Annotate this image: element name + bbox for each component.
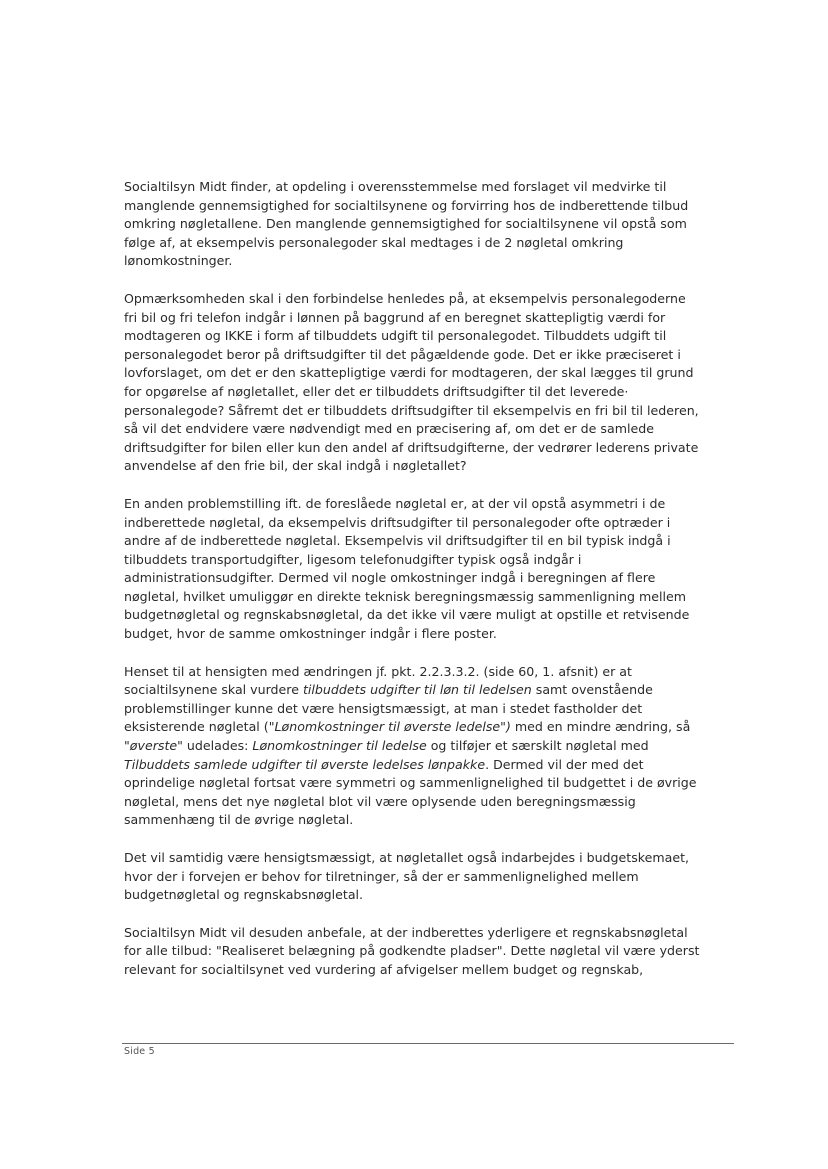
paragraph-5 [124,849,744,905]
text-line: nøgletal, hvilket umuliggør en direkte teknisk beregningsmæssig sammenligning mellem [124,588,687,604]
text-line: hvor der i forvejen er behov for tilretninger, så der er sammenlignelighed mellem [124,868,639,884]
text-line [124,793,744,812]
text-line: modtageren og IKKE i form af tilbuddets udgift til personalegodet. Tilbuddets udgift til [124,328,667,344]
text-line [124,756,744,775]
text-line: lovforslaget, om det er den skattepligtige værdi for modtageren, der skal lægges til grund [124,365,694,381]
italic-run: "Lønomkostninger til øverste ledelse") [268,719,511,735]
text-run: oprindelige nøgletal fortsat være symmetri og sammenlignelighed til budgettet i de øvrige [124,775,697,791]
paragraph-1 [124,178,744,271]
text-line: omkring nøgletallene. Den manglende gennemsigtighed for socialtilsynene vil opstå som [124,216,687,232]
text-line: lønomkostninger. [124,253,233,269]
text-line: personalegodet beror på driftsudgifter til det pågældende gode. Det er ikke præciseret i [124,346,681,362]
text-line: fri bil og fri telefon indgår i lønnen på baggrund af en beregnet skattepligtig værdi for [124,309,666,325]
paragraph-6 [124,924,744,980]
text-line [124,681,744,700]
text-run: nøgletal, mens det nye nøgletal blot vil være oplysende uden beregningsmæssig [124,793,636,809]
text-line: administrationsudgifter. Dermed vil nogle omkostninger indgå i beregningen af flere [124,570,656,586]
text-run: eksisterende nøgletal ( [124,719,269,735]
text-line: anvendelse af den frie bil, der skal indgå i nøgletallet? [124,458,467,474]
text-line: relevant for socialtilsynet ved vurdering af afvigelser mellem budget og regnskab, [124,961,644,977]
paragraph-4 [124,663,744,830]
text-run: og tilføjer et særskilt nøgletal med [426,738,649,754]
italic-run: Lønomkostninger til ledelse [252,738,427,754]
text-line: budgetnøgletal og regnskabsnøgletal. [124,887,364,903]
text-line [124,774,744,793]
paragraph-2 [124,290,744,476]
text-line [124,811,744,830]
italic-run: Tilbuddets samlede udgifter til øverste ledelses lønpakke [124,756,486,772]
text-line: Socialtilsyn Midt finder, at opdeling i overensstemmelse med forslaget vil medvirke til [124,179,667,194]
document-body [124,178,744,999]
footer-divider [122,1043,734,1044]
page-number: Side 5 [124,1046,155,1057]
text-line: budgetnøgletal og regnskabsnøgletal, da det ikke vil være muligt at opstille et retvisende [124,607,690,623]
text-run: med en mindre ændring, så [510,719,691,735]
italic-run: tilbuddets udgifter til løn til ledelsen [302,682,532,698]
paragraph-3 [124,495,744,644]
text-line: for opgørelse af nøgletallet, eller det er tilbuddets driftsudgifter til det leverede· [124,383,629,399]
text-line: for alle tilbud: "Realiseret belægning på godkendte pladser". Dette nøgletal vil være yderst [124,943,700,959]
text-line: Socialtilsyn Midt vil desuden anbefale, at der indberettes yderligere et regnskabsnøgletal [124,924,688,940]
text-line: personalegode? Såfremt det er tilbuddets driftsudgifter til eksempelvis en fri bil til lederen, [124,402,699,418]
text-run: socialtilsynene skal vurdere [124,682,303,698]
text-run: sammenhæng til de øvrige nøgletal. [124,812,354,828]
italic-run: "øverste" [124,738,183,754]
text-line: indberettede nøgletal, da eksempelvis driftsudgifter til personalegoder ofte optræder i [124,514,671,530]
text-line: En anden problemstilling ift. de foreslåede nøgletal er, at der vil opstå asymmetri i de [124,495,666,511]
text-run: udelades: [182,738,253,754]
text-line: driftsudgifter for bilen eller kun den andel af driftsudgifterne, der vedrører lederens private [124,439,699,455]
text-line [124,737,744,756]
text-run: Henset til at hensigten med ændringen jf. pkt. 2.2.3.3.2. (side 60, 1. afsnit) er at [124,663,632,679]
text-line: tilbuddets transportudgifter, ligesom telefonudgifter typisk også indgår i [124,551,582,567]
text-line: budget, hvor de samme omkostninger indgår i flere poster. [124,626,497,642]
text-line: andre af de indberettede nøgletal. Eksempelvis vil driftsudgifter til en bil typisk indgå i [124,533,671,549]
text-line: så vil det endvidere være nødvendigt med en præcisering af, om det er de samlede [124,421,654,437]
text-run: problemstillinger kunne det være hensigtsmæssigt, at man i stedet fastholder det [124,700,643,716]
text-line: manglende gennemsigtighed for socialtilsynene og forvirring hos de indberettende tilbud [124,197,689,213]
text-line: Opmærksomheden skal i den forbindelse henledes på, at eksempelvis personalegoderne [124,290,686,306]
text-line: Det vil samtidig være hensigtsmæssigt, at nøgletallet også indarbejdes i budgetskemaet, [124,850,690,865]
text-line: følge af, at eksempelvis personalegoder skal medtages i de 2 nøgletal omkring [124,234,624,250]
text-run: samt ovenstående [531,682,653,698]
text-line [124,718,744,737]
text-run: . Dermed vil der med det [485,756,644,772]
text-line [124,700,744,719]
text-line [124,663,744,682]
